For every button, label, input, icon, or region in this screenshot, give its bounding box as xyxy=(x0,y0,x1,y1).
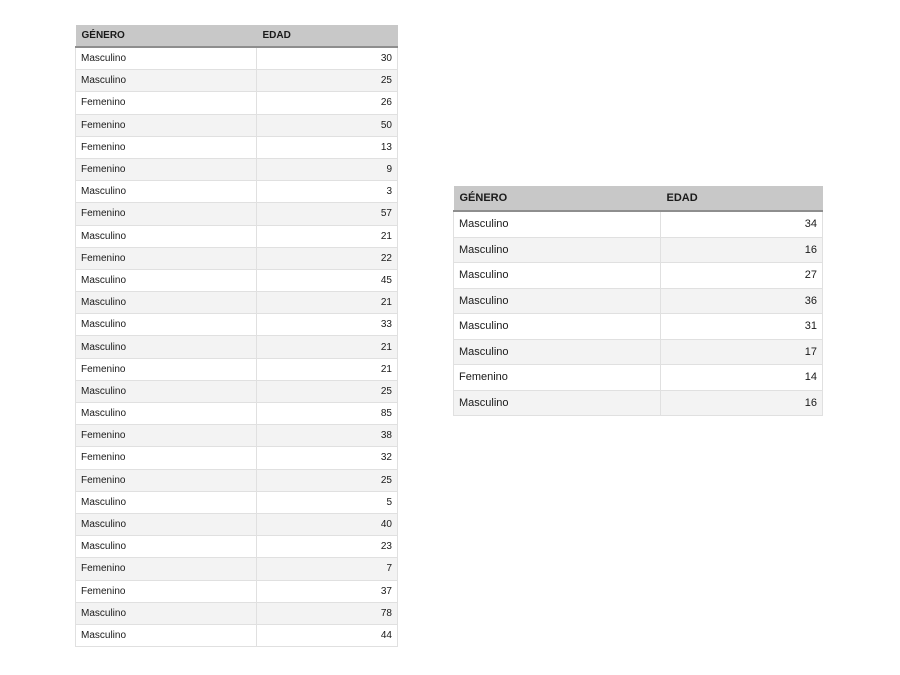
cell-edad[interactable]: 21 xyxy=(257,225,398,247)
cell-genero[interactable]: Masculino xyxy=(454,211,661,237)
cell-genero[interactable]: Femenino xyxy=(454,365,661,391)
cell-edad[interactable]: 30 xyxy=(257,47,398,70)
table-row xyxy=(76,247,398,269)
table-row xyxy=(76,513,398,535)
cell-edad[interactable]: 78 xyxy=(257,602,398,624)
cell-edad[interactable]: 38 xyxy=(257,425,398,447)
table-row xyxy=(454,211,823,237)
table-body xyxy=(454,211,823,416)
cell-genero[interactable]: Masculino xyxy=(454,288,661,314)
table-row xyxy=(454,237,823,263)
table-row xyxy=(76,358,398,380)
cell-genero[interactable]: Masculino xyxy=(76,513,257,535)
cell-edad[interactable]: 14 xyxy=(661,365,823,391)
cell-genero[interactable]: Femenino xyxy=(76,469,257,491)
cell-genero[interactable]: Masculino xyxy=(76,314,257,336)
cell-edad[interactable]: 31 xyxy=(661,314,823,340)
cell-genero[interactable]: Masculino xyxy=(454,314,661,340)
data-table-2 xyxy=(453,186,823,416)
cell-genero[interactable]: Masculino xyxy=(76,181,257,203)
cell-edad[interactable]: 34 xyxy=(661,211,823,237)
table-row xyxy=(76,292,398,314)
cell-edad[interactable]: 13 xyxy=(257,136,398,158)
cell-genero[interactable]: Femenino xyxy=(76,203,257,225)
cell-genero[interactable]: Masculino xyxy=(76,602,257,624)
cell-edad[interactable]: 5 xyxy=(257,491,398,513)
cell-edad[interactable]: 9 xyxy=(257,158,398,180)
table-row xyxy=(454,365,823,391)
cell-edad[interactable]: 3 xyxy=(257,181,398,203)
cell-genero[interactable]: Masculino xyxy=(76,536,257,558)
table-row xyxy=(76,225,398,247)
cell-edad[interactable]: 27 xyxy=(661,263,823,289)
cell-edad[interactable]: 40 xyxy=(257,513,398,535)
table-row xyxy=(76,136,398,158)
cell-genero[interactable]: Masculino xyxy=(76,269,257,291)
cell-genero[interactable]: Masculino xyxy=(76,491,257,513)
cell-edad[interactable]: 25 xyxy=(257,70,398,92)
cell-genero[interactable]: Masculino xyxy=(76,225,257,247)
cell-edad[interactable]: 36 xyxy=(661,288,823,314)
cell-edad[interactable]: 57 xyxy=(257,203,398,225)
table-row xyxy=(76,602,398,624)
cell-edad[interactable]: 16 xyxy=(661,390,823,416)
cell-edad[interactable]: 17 xyxy=(661,339,823,365)
table-row xyxy=(76,336,398,358)
cell-genero[interactable]: Masculino xyxy=(454,339,661,365)
cell-edad[interactable]: 25 xyxy=(257,469,398,491)
table-row xyxy=(76,403,398,425)
cell-genero[interactable]: Masculino xyxy=(454,263,661,289)
cell-genero[interactable]: Masculino xyxy=(76,380,257,402)
cell-edad[interactable]: 85 xyxy=(257,403,398,425)
cell-genero[interactable]: Femenino xyxy=(76,136,257,158)
cell-genero[interactable]: Femenino xyxy=(76,247,257,269)
table-row xyxy=(76,425,398,447)
table-row xyxy=(76,269,398,291)
cell-edad[interactable]: 16 xyxy=(661,237,823,263)
cell-edad[interactable]: 21 xyxy=(257,358,398,380)
cell-genero[interactable]: Masculino xyxy=(76,336,257,358)
cell-edad[interactable]: 22 xyxy=(257,247,398,269)
table-row xyxy=(76,580,398,602)
cell-genero[interactable]: Masculino xyxy=(76,47,257,70)
table-row xyxy=(76,624,398,646)
cell-genero[interactable]: Femenino xyxy=(76,580,257,602)
table-row xyxy=(76,70,398,92)
table-row xyxy=(76,447,398,469)
table-row xyxy=(76,158,398,180)
table-header-row xyxy=(76,25,398,47)
cell-genero[interactable]: Masculino xyxy=(454,237,661,263)
cell-genero[interactable]: Femenino xyxy=(76,358,257,380)
table-body xyxy=(76,47,398,647)
cell-edad[interactable]: 33 xyxy=(257,314,398,336)
cell-genero[interactable]: Masculino xyxy=(454,390,661,416)
cell-edad[interactable]: 50 xyxy=(257,114,398,136)
cell-genero[interactable]: Femenino xyxy=(76,425,257,447)
table-row xyxy=(76,203,398,225)
table-row xyxy=(76,469,398,491)
cell-edad[interactable]: 21 xyxy=(257,336,398,358)
cell-genero[interactable]: Masculino xyxy=(76,70,257,92)
data-table-1 xyxy=(75,25,398,647)
table-row xyxy=(76,92,398,114)
cell-genero[interactable]: Femenino xyxy=(76,114,257,136)
header-genero[interactable]: GÉNERO xyxy=(454,186,661,211)
table-row xyxy=(76,314,398,336)
table-row xyxy=(76,47,398,70)
cell-genero[interactable]: Femenino xyxy=(76,558,257,580)
cell-genero[interactable]: Masculino xyxy=(76,624,257,646)
cell-edad[interactable]: 21 xyxy=(257,292,398,314)
cell-edad[interactable]: 25 xyxy=(257,380,398,402)
header-edad[interactable]: EDAD xyxy=(257,25,398,47)
cell-edad[interactable]: 7 xyxy=(257,558,398,580)
cell-edad[interactable]: 45 xyxy=(257,269,398,291)
cell-genero[interactable]: Femenino xyxy=(76,447,257,469)
header-edad[interactable]: EDAD xyxy=(661,186,823,211)
table-row xyxy=(454,314,823,340)
header-genero[interactable]: GÉNERO xyxy=(76,25,257,47)
cell-edad[interactable]: 44 xyxy=(257,624,398,646)
cell-edad[interactable]: 23 xyxy=(257,536,398,558)
table-row xyxy=(76,380,398,402)
table-row xyxy=(454,288,823,314)
cell-edad[interactable]: 26 xyxy=(257,92,398,114)
table-row xyxy=(76,114,398,136)
table-row xyxy=(76,558,398,580)
table-row xyxy=(454,390,823,416)
table-row xyxy=(76,536,398,558)
table-row xyxy=(454,339,823,365)
table-row xyxy=(454,263,823,289)
table-row xyxy=(76,491,398,513)
cell-genero[interactable]: Femenino xyxy=(76,92,257,114)
cell-genero[interactable]: Femenino xyxy=(76,158,257,180)
cell-genero[interactable]: Masculino xyxy=(76,403,257,425)
table-row xyxy=(76,181,398,203)
table-header-row xyxy=(454,186,823,211)
cell-genero[interactable]: Masculino xyxy=(76,292,257,314)
cell-edad[interactable]: 32 xyxy=(257,447,398,469)
cell-edad[interactable]: 37 xyxy=(257,580,398,602)
